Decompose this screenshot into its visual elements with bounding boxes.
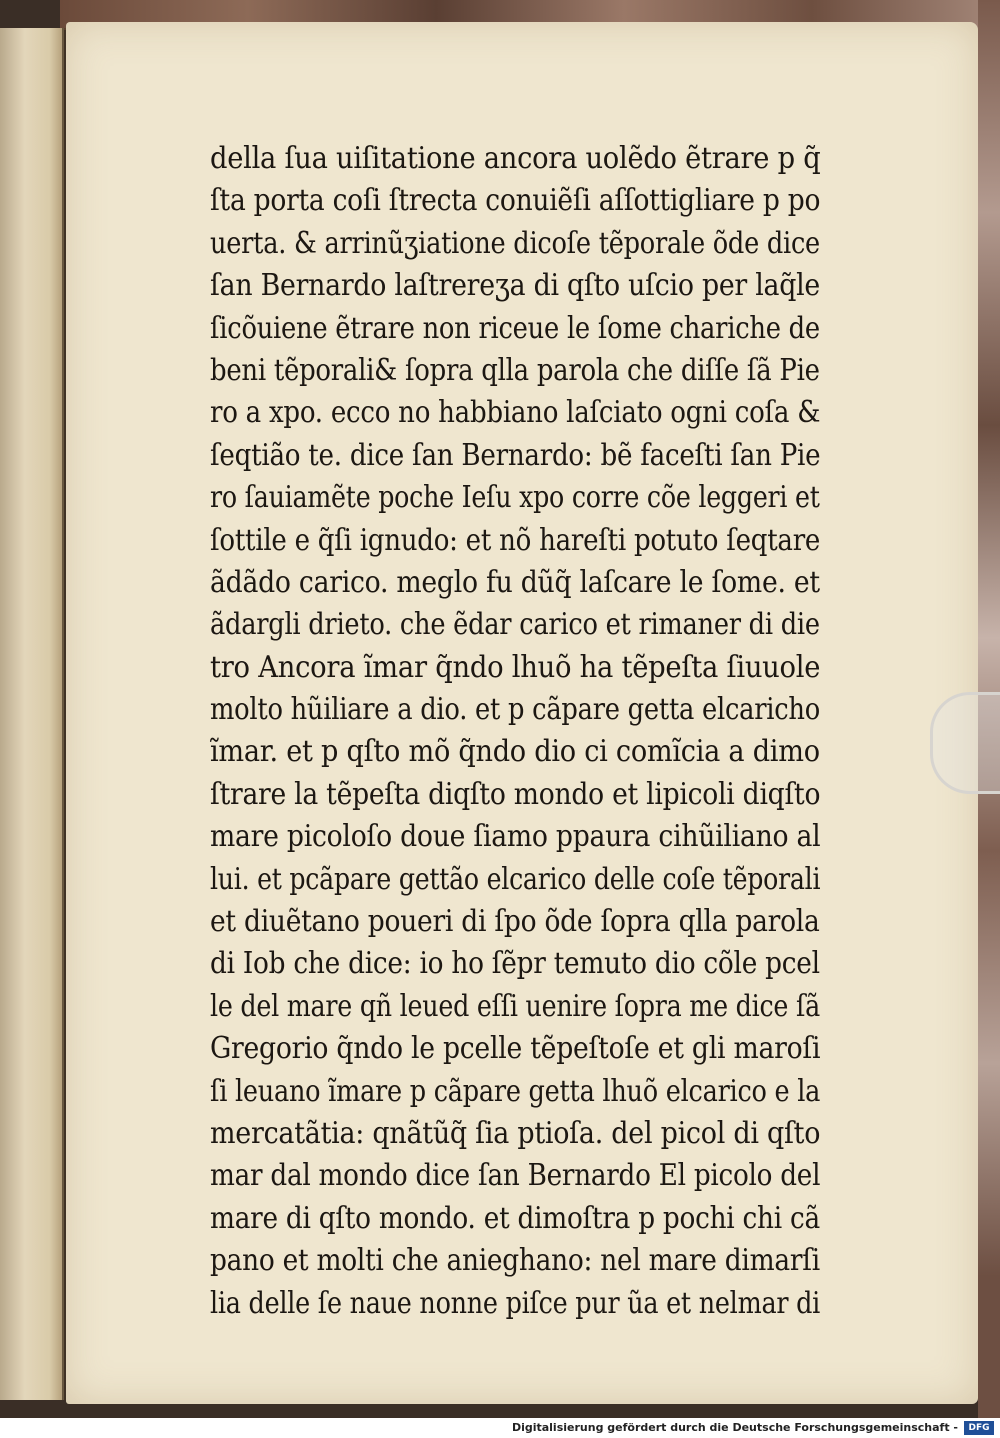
text-line: pano et molti che anieghano: nel mare dimarſi [210,1243,820,1279]
text-line: ſi leuano ĩmare p cãpare getta lhuõ elcarico e la [210,1073,821,1109]
text-line: ĩmar. et p qſto mõ q̃ndo dio ci comĩcia a dimo [210,734,820,770]
text-line: ſta porta coſi ſtrecta conuiẽſi aſſottigliare p po [210,183,821,219]
text-line: mare picoloſo doue ſiamo ppaura cihũiliano al [210,819,821,855]
text-line: ſicõuiene ẽtrare non riceue le ſome chariche de [210,310,820,346]
text-line: lia delle ſe naue nonne piſce pur ũa et nelmar di [210,1285,821,1321]
text-line: ſtrare la tẽpeſta diqſto mondo et lipicoli diqſto [210,776,821,812]
text-line: mare di qſto mondo. et dimoſtra p pochi chi cã [210,1200,820,1236]
text-line: ſeqtião te. dice ſan Bernardo: bẽ faceſti ſan Pie [210,437,821,473]
facing-page-edge [0,28,64,1400]
digitization-credit: Digitalisierung gefördert durch die Deutsche Forschungsgemeinschaft - [511,1421,958,1434]
text-line: della ſua uiſitatione ancora uolẽdo ẽtrare p q̃ [210,141,821,176]
text-line: mercatãtia: qnãtũq̃ ſia ptioſa. del picol di qſto [210,1115,821,1151]
page-clip [930,692,1000,794]
text-line: ro ſauiamẽte poche Ieſu xpo corre cõe leggeri et [210,480,820,516]
text-line: et diuẽtano poueri di ſpo õde ſopra qlla parola [210,904,820,940]
dfg-logo: DFG [964,1421,994,1435]
text-line: di Iob che dice: io ho ſẽpr temuto dio cõle pcel [210,946,820,982]
text-line: uerta. & arrinũʒiatione dicoſe tẽporale õde dice [210,225,820,261]
text-line: ãdãdo carico. meglo fu dũq̃ laſcare le ſome. et [210,564,820,600]
page-text-block [210,138,820,1325]
text-line: ro a xpo. ecco no habbiano laſciato ogni coſa & [210,395,821,431]
text-line: lui. et pcãpare gettão elcarico delle coſe tẽporali [210,861,821,897]
text-line: ãdargli drieto. che ẽdar carico et rimaner di die [210,607,820,643]
text-line: Gregorio q̃ndo le pcelle tẽpeſtoſe et gli maroſi [210,1031,821,1067]
text-line: ſottile e q̃ſi ignudo: et nõ hareſti potuto ſeqtare [210,522,821,558]
text-line: tro Ancora ĩmar q̃ndo lhuõ ha tẽpeſta ſiuuole [210,649,821,685]
text-line: molto hũiliare a dio. et p cãpare getta elcaricho [210,692,820,728]
text-line: mar dal mondo dice ſan Bernardo El picolo del [210,1158,821,1194]
text-line: beni tẽporali& ſopra qlla parola che diſſe ſã Pie [210,352,820,388]
text-line: ſan Bernardo laſtrereʒa di qſto uſcio per laq̃le [210,268,821,304]
text-line: le del mare qñ leued eſſi uenire ſopra me dice ſã [210,988,820,1024]
